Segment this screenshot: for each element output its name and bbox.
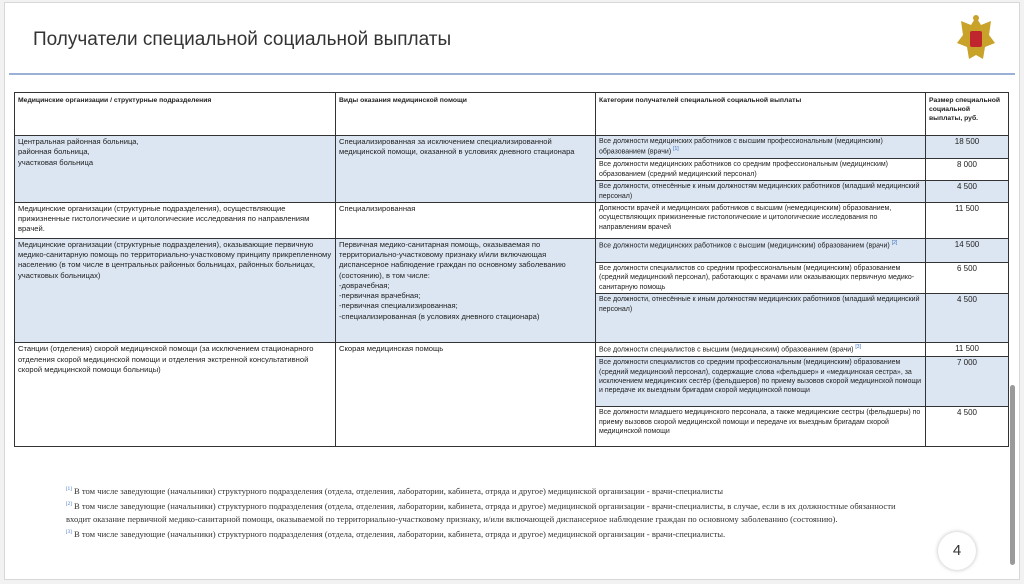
org-cell: Медицинские организации (структурные подразделения), осуществляющие прижизненные гистологические и цитологические исследования по направлениям врачей. bbox=[15, 202, 336, 238]
category-text: Все должности специалистов с высшим (медицинским) образованием (врачи) bbox=[599, 346, 854, 354]
category-cell: Все должности, отнесённые к иным должностям медицинских работников (младший медицинский персонал) bbox=[596, 294, 926, 343]
amount-cell: 18 500 bbox=[926, 136, 1009, 159]
category-cell bbox=[596, 136, 926, 159]
category-cell: Все должности, отнесённые к иным должностям медицинских работников (младший медицинский персонал) bbox=[596, 181, 926, 203]
category-cell: Все должности младшего медицинского персонала, а также медицинские сестры (фельдшеры) по приему вызовов скорой медицинской помощи и передаче их выездным бригадам скорой медицинской помощи bbox=[596, 407, 926, 447]
footnote-ref[interactable]: [3] bbox=[855, 344, 861, 351]
amount-cell: 11 500 bbox=[926, 202, 1009, 238]
footnote-2 bbox=[66, 498, 906, 526]
amount-cell: 4 500 bbox=[926, 181, 1009, 203]
org-cell: Центральная районная больница, районная больница, участковая больница bbox=[15, 136, 336, 203]
amount-cell: 7 000 bbox=[926, 357, 1009, 407]
header-organizations: Медицинские организации / структурные подразделения bbox=[15, 93, 336, 136]
amount-cell: 8 000 bbox=[926, 159, 1009, 181]
table-row bbox=[15, 343, 1009, 357]
footnote-1 bbox=[66, 483, 906, 498]
footnote-3 bbox=[66, 526, 906, 541]
footnote-ref[interactable]: [2] bbox=[891, 239, 898, 246]
footnote-marker: [1] bbox=[66, 487, 72, 492]
header-care-types: Виды оказания медицинской помощи bbox=[336, 93, 596, 136]
category-text: Все должности медицинских работников с высшим (медицинским) образованием (врачи) bbox=[599, 242, 890, 250]
table-row bbox=[15, 136, 1009, 159]
footnote-marker: [3] bbox=[66, 529, 72, 535]
title-divider bbox=[9, 73, 1015, 75]
footnote-text: В том числе заведующие (начальники) структурного подразделения (отдела, отделения, лаборатории, кабинета, отряда и другое) медицинской организации - врачи-специалисты, в случае, если в их должностные обязанности входит оказание первичной медико-санитарной помощи, оказываемой по территориально-участковому признаку, и/или включающей диспансерное наблюдение граждан по основному заболеванию (состоянию). bbox=[66, 500, 896, 524]
care-type-cell: Специализированная за исключением специализированной медицинской помощи, оказанной в условиях дневного стационара bbox=[336, 136, 596, 203]
amount-cell: 11 500 bbox=[926, 343, 1009, 357]
category-cell: Все должности специалистов со средним профессиональным (медицинским) образованием (средний медицинский персонал), работающих с врачами или оказывающих первичную медико-санитарную помощь bbox=[596, 262, 926, 293]
care-type-cell: Скорая медицинская помощь bbox=[336, 343, 596, 447]
care-type-cell: Специализированная bbox=[336, 202, 596, 238]
amount-cell: 14 500 bbox=[926, 238, 1009, 262]
category-cell bbox=[596, 343, 926, 357]
table-row bbox=[15, 202, 1009, 238]
footnote-text: В том числе заведующие (начальники) структурного подразделения (отдела, отделения, лаборатории, кабинета, отряда и другое) медицинской организации - врачи-специалисты bbox=[74, 485, 723, 496]
category-cell bbox=[596, 238, 926, 262]
org-cell: Станции (отделения) скорой медицинской помощи (за исключением стационарного отделения скорой медицинской помощи и отделения экстренной консультативной скорой медицинской помощи больницы) bbox=[15, 343, 336, 447]
amount-cell: 4 500 bbox=[926, 294, 1009, 343]
amount-cell: 6 500 bbox=[926, 262, 1009, 293]
recipients-table bbox=[14, 92, 1009, 447]
care-type-cell: Первичная медико-санитарная помощь, оказываемая по территориально-участковому признаку и/или включающая диспансерное наблюдение граждан по основному заболеванию (состоянию), в том числе: -доврачебная; -первичная врачебная; -первичная специализированная; -специализированная (в условиях дневного стационара) bbox=[336, 238, 596, 342]
table-row bbox=[15, 238, 1009, 262]
org-cell: Медицинские организации (структурные подразделения), оказывающие первичную медико-санитарную помощь по территориально-участковому принципу прикрепленному населению (в том числе в центральных районных больницах, районных больницах, участковых больницах) bbox=[15, 238, 336, 342]
amount-cell: 4 500 bbox=[926, 407, 1009, 447]
category-cell: Все должности медицинских работников со средним профессиональным (медицинским) образованием (средний медицинский персонал) bbox=[596, 159, 926, 181]
coat-of-arms-logo bbox=[955, 13, 997, 65]
header-categories: Категории получателей специальной социальной выплаты bbox=[596, 93, 926, 136]
footnotes bbox=[66, 483, 906, 541]
slide-title: Получатели специальной социальной выплаты bbox=[33, 29, 452, 50]
category-text: Все должности медицинских работников с высшим профессиональным (медицинским) образованием (врачи) bbox=[599, 138, 883, 156]
category-cell: Должности врачей и медицинских работников с высшим (немедицинским) образованием, осуществляющих прижизненные гистологические и цитологические исследования по направлениям врачей bbox=[596, 202, 926, 238]
page-number-badge: 4 bbox=[938, 532, 976, 570]
category-cell: Все должности специалистов со средним профессиональным (медицинским) образованием (средний медицинский персонал), содержащие слова «фельдшер» и «медицинская сестра», за исключением медицинских сестёр (фельдшеров) по приему вызовов скорой медицинской помощи и передаче их выездным бригадам скорой медицинской помощи bbox=[596, 357, 926, 407]
header-amount: Размер специальной социальной выплаты, руб. bbox=[926, 93, 1009, 136]
footnote-marker: [2] bbox=[66, 501, 72, 507]
footnote-ref[interactable]: [1] bbox=[673, 146, 679, 153]
footnote-text: В том числе заведующие (начальники) структурного подразделения (отдела, отделения, лаборатории, кабинета, отряда и другое) медицинской организации - врачи-специалисты. bbox=[74, 528, 726, 539]
table-header-row bbox=[15, 93, 1009, 136]
scrollbar[interactable] bbox=[1010, 385, 1015, 565]
